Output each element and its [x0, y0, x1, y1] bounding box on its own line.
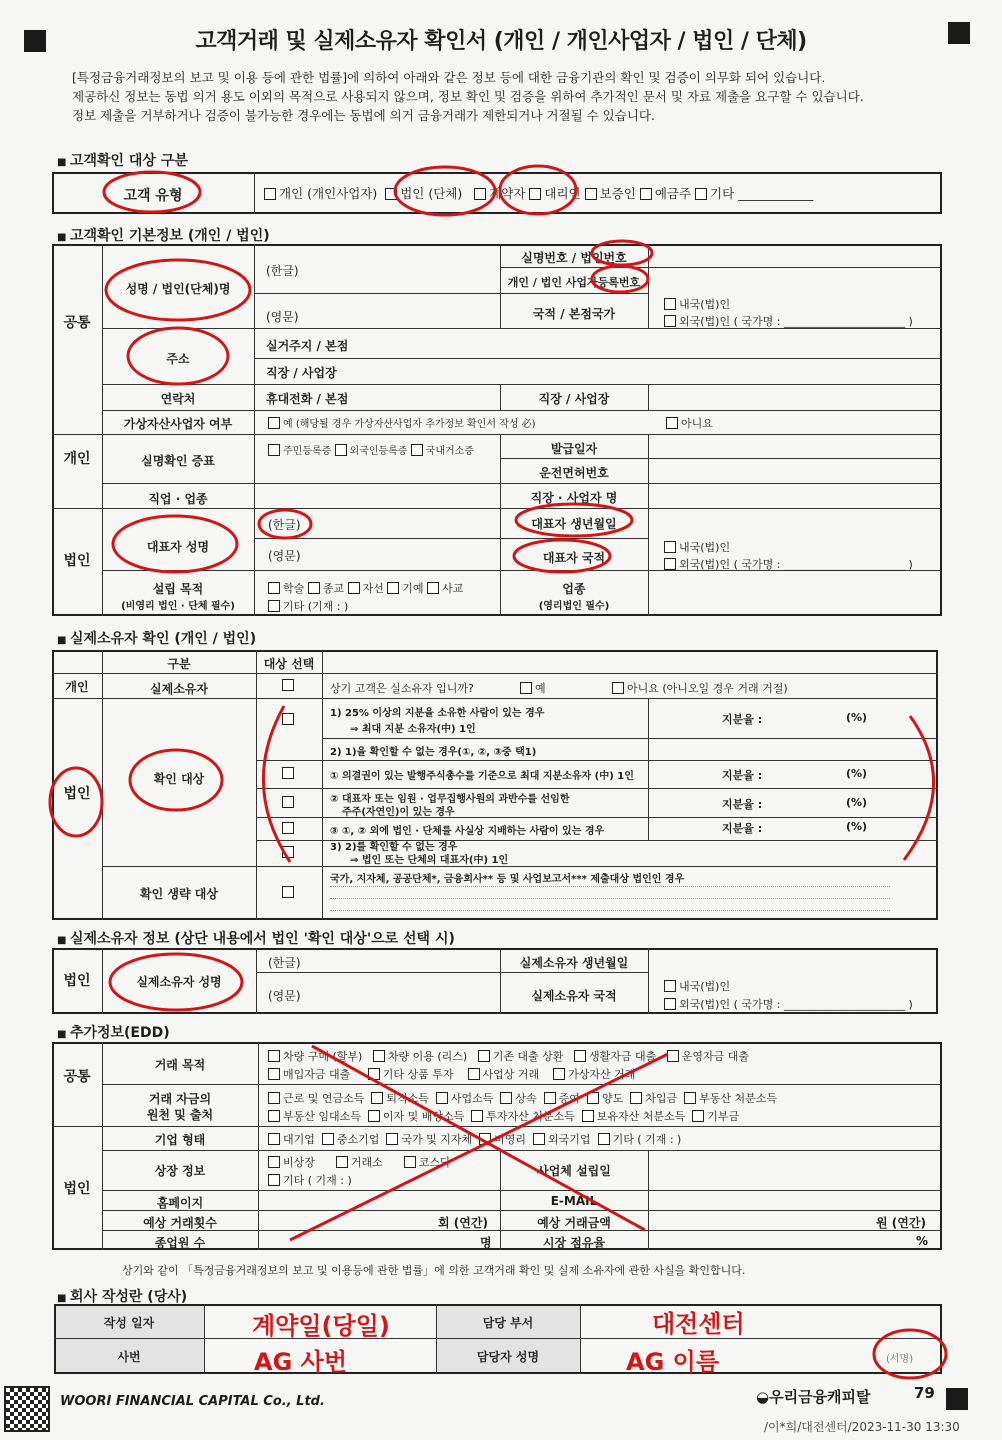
- owner-exempt-text: 국가, 지자체, 공공단체*, 금융회사** 등 및 사업보고서*** 제출대상 법인인 경우: [330, 874, 685, 885]
- foreign-option[interactable]: 외국(법)인 ( 국가명 : ______________________ ): [664, 313, 913, 329]
- issue-date-label: 발급일자: [550, 442, 598, 456]
- mobile-label: 휴대전화 / 본점: [266, 392, 349, 406]
- purpose-label: 설립 목적: [152, 582, 204, 596]
- domestic-option[interactable]: 내국(법)인: [664, 296, 730, 312]
- section-heading: ■ 추가정보(EDD): [57, 1022, 170, 1042]
- nationality-label: 국적 / 본점국가: [532, 307, 616, 321]
- edd-listing-label: 상장 정보: [154, 1164, 206, 1178]
- id-options[interactable]: 주민등록증 외국인등록증 국내거소증: [268, 442, 474, 457]
- seal-placeholder: (서명): [886, 1354, 914, 1365]
- section-heading: ■ 실제소유자 정보 (상단 내용에서 법인 '확인 대상'으로 선택 시): [57, 928, 455, 948]
- owner-info-nat: 실제소유자 국적: [531, 989, 617, 1003]
- checkbox-corporation[interactable]: 법인 (단체): [385, 186, 462, 201]
- company-id-label: 사번: [117, 1350, 141, 1364]
- job-label: 직업 · 업종: [148, 492, 208, 506]
- rep-foreign-option[interactable]: 외국(법)인 ( 국가명 : ______________________ ): [664, 556, 913, 572]
- share-unit: (%): [846, 767, 868, 780]
- korean-label: (한글): [266, 264, 299, 278]
- edd-source-label2: 원천 및 출처: [146, 1108, 214, 1122]
- owner-no-option[interactable]: 아니요 (아니오일 경우 거래 거절): [612, 680, 788, 696]
- owner-info-name: 실제소유자 성명: [136, 975, 222, 989]
- edd-listing-other[interactable]: 기타 ( 기재 : ): [268, 1172, 352, 1188]
- edd-freq-label: 예상 거래횟수: [143, 1216, 217, 1230]
- section-heading: ■ 고객확인 대상 구분: [57, 150, 188, 170]
- section-heading: ■ 회사 작성란 (당사): [57, 1286, 187, 1306]
- edd-share-unit: %: [916, 1234, 929, 1248]
- owner-row4-checkbox[interactable]: [256, 795, 322, 809]
- edd-email-label: E-MAIL: [550, 1194, 598, 1208]
- license-label: 운전면허번호: [539, 466, 609, 480]
- address-label: 주소: [166, 352, 190, 366]
- customer-type-options: [264, 184, 813, 202]
- rep-korean-label: (한글): [268, 518, 301, 532]
- vasp-label: 가상자산사업자 여부: [123, 417, 233, 431]
- owner-row1b: ⇒ 최대 지분 소유자(中) 1인: [350, 724, 476, 735]
- customer-type-label: 고객 유형: [123, 188, 183, 204]
- company-staff-label: 담당자 성명: [476, 1350, 540, 1364]
- intro-text: [특정금융거래정보의 보고 및 이용 등에 관한 법률]에 의하여 아래와 같은 정보 등에 대한 금융기관의 확인 및 검증이 의무화 되어 있습니다. 제공하신 정보는 동법 의거 용도 이외의 목적으로 사용되지 않으며, 정보 확인 및 검증을 위하여 추가적인 문서 및 자료 제출을 요구할 수 있습니다. 정보 제출을 거부하거나 검증이 불가능한 경우에는 동법에 의거 금융거래가 제한되거나 거절될 수 있습니다.: [72, 70, 864, 123]
- owner-info-foreign[interactable]: 외국(법)인 ( 국가명 : ______________________ ): [664, 996, 913, 1012]
- owner-exempt-label: 확인 생략 대상: [140, 887, 218, 901]
- registration-mark: [946, 1388, 968, 1410]
- page-number: 79: [914, 1384, 935, 1402]
- rep-name-label: 대표자 성명: [146, 540, 210, 554]
- owner-check-target: 확인 대상: [153, 772, 205, 786]
- company-dept-label: 담당 부서: [482, 1316, 534, 1330]
- logo-icon: ◒: [756, 1388, 770, 1406]
- share-label: 지분율 :: [722, 798, 763, 811]
- owner-row4b: 주주(자연인)이 있는 경우: [342, 807, 455, 818]
- owner-col-select: 대상 선택: [263, 657, 315, 671]
- rep-domestic-option[interactable]: 내국(법)인: [664, 539, 730, 555]
- owner-individual-checkbox[interactable]: [256, 678, 322, 692]
- section-heading: ■ 실제소유자 확인 (개인 / 법인): [57, 628, 256, 648]
- owner-question: 상기 고객은 실소유자 입니까?: [330, 682, 474, 695]
- owner-row3: ① 의결권이 있는 발행주식총수를 기준으로 최대 지분소유자 (中) 1인: [330, 771, 634, 782]
- contact-label: 연락처: [160, 392, 196, 406]
- address-work-label: 직장 / 사업장: [266, 366, 337, 380]
- section-heading: ■ 고객확인 기본정보 (개인 / 법인): [57, 225, 270, 245]
- edd-corp: 법인: [63, 1181, 91, 1197]
- faded-footnote: [330, 886, 890, 889]
- owner-info-domestic[interactable]: 내국(법)인: [664, 978, 730, 994]
- industry-note: (영리법인 필수): [538, 601, 610, 612]
- group-corporation: 법인: [63, 553, 91, 569]
- rep-birth-label: 대표자 생년월일: [531, 517, 617, 531]
- vasp-yes-option[interactable]: 예 (해당될 경우 가상자산사업자 추가정보 확인서 작성 必): [268, 415, 536, 430]
- edd-est-date-label: 사업체 설립일: [537, 1164, 611, 1178]
- checkbox-individual[interactable]: 개인 (개인사업자): [264, 186, 377, 201]
- biz-no-label: 개인 / 법인 사업자등록번호: [507, 276, 641, 289]
- address-home-label: 실거주지 / 본점: [266, 339, 349, 353]
- owner-row5: ③ ①, ② 외에 법인 · 단체를 사실상 지배하는 사람이 있는 경우: [330, 826, 605, 837]
- edd-common: 공통: [63, 1069, 91, 1085]
- owner-row1-checkbox[interactable]: [256, 712, 322, 726]
- owner-info-korean: (한글): [268, 956, 301, 970]
- confirmation-text: 상기와 같이 「특정금융거래정보의 보고 및 이용등에 관한 법률」에 의한 고객거래 확인 및 실제 소유자에 관한 사실을 확인합니다.: [122, 1264, 746, 1277]
- owner-individual: 개인: [65, 680, 89, 694]
- purpose-note: (비영리 법인 · 단체 필수): [121, 601, 235, 612]
- edd-employees-label: 종업원 수: [154, 1236, 206, 1250]
- owner-real-label: 실제소유자: [150, 682, 208, 696]
- share-unit: (%): [846, 820, 868, 833]
- share-label: 지분율 :: [722, 769, 763, 782]
- owner-row6b: ⇒ 법인 또는 단체의 대표자(中) 1인: [350, 855, 509, 866]
- work-phone-label: 직장 / 사업장: [538, 392, 610, 406]
- edd-source-label: 거래 자금의: [148, 1092, 212, 1106]
- owner-info-corp: 법인: [63, 973, 91, 989]
- industry-label: 업종: [562, 582, 586, 596]
- edd-freq-unit: 회 (연간): [438, 1216, 488, 1230]
- stamp-line: /이*희/대전센터/2023-11-30 13:30: [764, 1420, 960, 1434]
- edd-corp-type-label: 기업 형태: [154, 1133, 206, 1147]
- rep-nat-label: 대표자 국적: [542, 551, 606, 565]
- edd-source-row2[interactable]: 부동산 임대소득 이자 및 배당소득 투자자산 처분소득 보유자산 처분소득 기부금: [268, 1108, 739, 1124]
- owner-row3-checkbox[interactable]: [256, 766, 322, 780]
- edd-homepage-label: 홈페이지: [156, 1196, 204, 1210]
- rep-english-label: (영문): [268, 549, 301, 563]
- footer-logo: ◒우리금융캐피탈: [756, 1388, 871, 1406]
- owner-row6a: 3) 2)를 확인할 수 없는 경우: [330, 842, 458, 853]
- edd-amount-unit: 원 (연간): [876, 1216, 926, 1230]
- edd-share-label: 시장 점유율: [542, 1236, 606, 1250]
- handwritten-date: 계약일(당일): [252, 1312, 390, 1340]
- owner-info-birth: 실제소유자 생년월일: [519, 956, 629, 970]
- edd-corp-type-options[interactable]: 대기업 중소기업 국가 및 지자체 비영리 외국기업 기타 ( 기재 : ): [268, 1131, 681, 1147]
- owner-exempt-checkbox[interactable]: [256, 885, 322, 899]
- faded-footnote: [330, 910, 890, 913]
- owner-row4a: ② 대표자 또는 임원 · 업무집행사원의 과반수를 선임한: [330, 794, 570, 805]
- edd-source-row1[interactable]: 근로 및 연금소득 퇴직소득 사업소득 상속 증여 양도 차입금 부동산 처분소득: [268, 1090, 777, 1106]
- company-date-label: 작성 일자: [103, 1316, 155, 1330]
- share-unit: (%): [846, 711, 868, 724]
- qr-code: [4, 1386, 50, 1432]
- owner-row2: 2) 1)을 확인할 수 없는 경우(①, ②, ③중 택1): [330, 747, 537, 758]
- owner-row6-checkbox[interactable]: [256, 845, 322, 859]
- page-title: 고객거래 및 실제소유자 확인서 (개인 / 개인사업자 / 법인 / 단체): [195, 29, 807, 54]
- vasp-no-option[interactable]: 아니요: [666, 415, 713, 431]
- checkbox-depositor[interactable]: 예금주: [640, 186, 691, 201]
- share-label: 지분율 :: [722, 713, 763, 726]
- owner-corporation: 법인: [63, 786, 91, 802]
- checkbox-guarantor[interactable]: 보증인: [585, 186, 636, 201]
- faded-footnote: [330, 898, 890, 901]
- owner-row1a: 1) 25% 이상의 지분을 소유한 사람이 있는 경우: [330, 708, 545, 719]
- realname-no-label: 실명번호 / 법인번호: [521, 251, 627, 265]
- handwritten-id: AG 사번: [254, 1348, 347, 1376]
- share-label: 지분율 :: [722, 822, 763, 835]
- workplace-label: 직장 · 사업자 명: [530, 491, 618, 505]
- footer-brand: WOORI FINANCIAL CAPITAL Co., Ltd.: [60, 1394, 325, 1409]
- handwritten-staff: AG 이름: [626, 1348, 719, 1376]
- edd-employees-unit: 명: [480, 1236, 492, 1250]
- owner-row5-checkbox[interactable]: [256, 821, 322, 835]
- edd-purpose-row2[interactable]: 매입자금 대출 기타 상품 투자 사업상 거래 가상자산 거래: [268, 1066, 635, 1082]
- share-unit: (%): [846, 796, 868, 809]
- group-individual: 개인: [63, 451, 91, 467]
- purpose-other-option[interactable]: 기타 (기재 : ): [268, 598, 348, 614]
- edd-purpose-row1[interactable]: 차량 구매 (할부) 차량 이용 (리스) 기존 대출 상환 생활자금 대출 운영자금 대출: [268, 1048, 749, 1064]
- purpose-options[interactable]: 학술 종교 자선 기예 사교: [268, 580, 463, 596]
- checkbox-contractor[interactable]: 계약자: [474, 186, 525, 201]
- edd-amount-label: 예상 거래금액: [537, 1216, 611, 1230]
- edd-purpose-label: 거래 목적: [154, 1058, 206, 1072]
- edd-listing-options[interactable]: 비상장 거래소 코스닥: [268, 1154, 451, 1170]
- id-label: 실명확인 증표: [141, 454, 215, 468]
- owner-col-division: 구분: [167, 657, 191, 671]
- owner-info-english: (영문): [268, 989, 301, 1003]
- checkbox-other[interactable]: 기타 ____________: [695, 186, 813, 201]
- group-common: 공통: [63, 315, 91, 331]
- owner-yes-option[interactable]: 예: [520, 680, 546, 696]
- name-label: 성명 / 법인(단체)명: [125, 282, 231, 296]
- checkbox-agent[interactable]: 대리인: [529, 186, 580, 201]
- handwritten-dept: 대전센터: [652, 1310, 745, 1338]
- english-label: (영문): [266, 310, 299, 324]
